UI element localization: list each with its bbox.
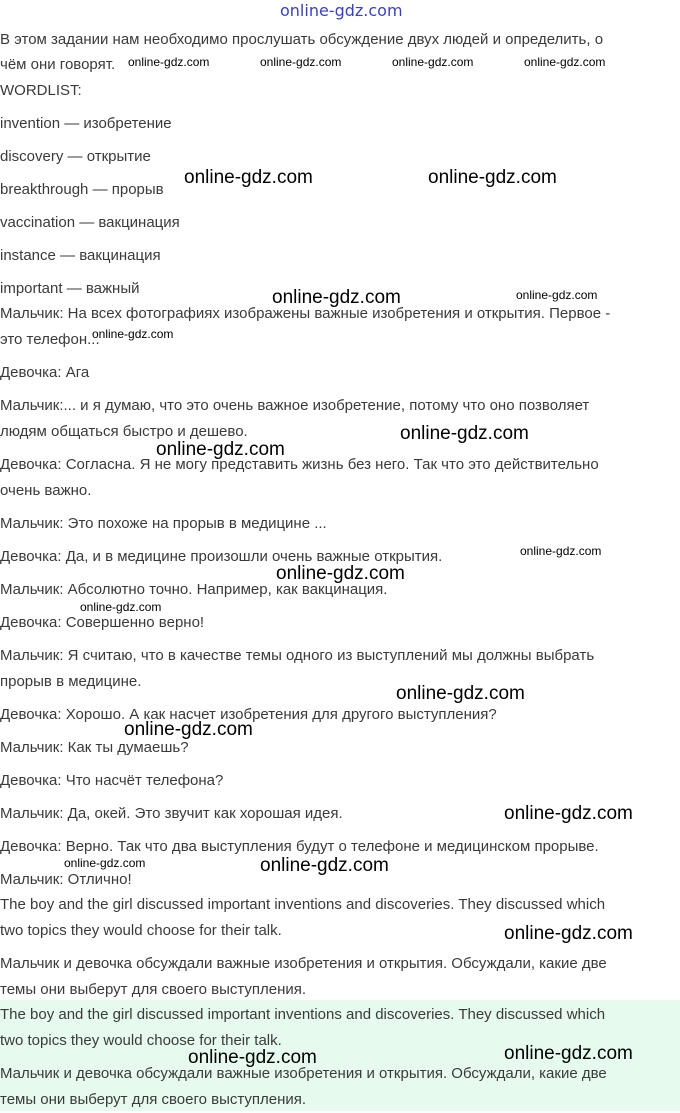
answer-en-line-2: two topics they would choose for their talk. xyxy=(0,922,282,939)
dialogue-line: Мальчик:... и я думаю, что это очень важное изобретение, потому что оно позволяет xyxy=(0,397,590,414)
watermark: online-gdz.com xyxy=(128,55,210,69)
answer-ru-highlighted-line-1: Мальчик и девочка обсуждали важные изобретения и открытия. Обсуждали, какие две xyxy=(0,1065,607,1082)
wordlist-heading: WORDLIST: xyxy=(0,82,82,99)
watermark: online-gdz.com xyxy=(80,600,162,614)
dialogue-line: Девочка: Да, и в медицине произошли очень важные открытия. xyxy=(0,548,443,565)
dialogue-line: Мальчик: Абсолютно точно. Например, как вакцинация. xyxy=(0,581,388,598)
answer-en-highlighted-line-2: two topics they would choose for their talk. xyxy=(0,1032,282,1049)
site-header-link[interactable]: online-gdz.com xyxy=(280,1,403,20)
dialogue-line: Мальчик: Да, окей. Это звучит как хорошая идея. xyxy=(0,805,343,822)
dialogue-line: очень важно. xyxy=(0,482,92,499)
dialogue-line: это телефон... xyxy=(0,331,100,348)
dialogue-line: Мальчик: Как ты думаешь? xyxy=(0,739,189,756)
watermark: online-gdz.com xyxy=(504,803,633,824)
intro-line-1: В этом задании нам необходимо прослушать обсуждение двух людей и определить, о xyxy=(0,31,604,48)
dialogue-line: Мальчик: Я считаю, что в качестве темы одного из выступлений мы должны выбрать xyxy=(0,647,595,664)
dialogue-line: Девочка: Совершенно верно! xyxy=(0,614,205,631)
watermark: online-gdz.com xyxy=(188,1047,317,1068)
watermark: online-gdz.com xyxy=(124,719,253,740)
watermark: online-gdz.com xyxy=(396,683,525,704)
watermark: online-gdz.com xyxy=(504,923,633,944)
dialogue-line: Мальчик: Это похоже на прорыв в медицине ... xyxy=(0,515,327,532)
watermark: online-gdz.com xyxy=(156,439,285,460)
dialogue-line: Девочка: Верно. Так что два выступления будут о телефоне и медицинском прорыве. xyxy=(0,838,599,855)
wordlist-item: discovery — открытие xyxy=(0,148,151,165)
dialogue-line: прорыв в медицине. xyxy=(0,673,142,690)
watermark: online-gdz.com xyxy=(524,55,606,69)
watermark: online-gdz.com xyxy=(428,167,557,188)
dialogue-line: Мальчик: На всех фотографиях изображены важные изобретения и открытия. Первое - xyxy=(0,305,611,322)
watermark: online-gdz.com xyxy=(504,1043,633,1064)
watermark: online-gdz.com xyxy=(184,167,313,188)
dialogue-line: Мальчик: Отлично! xyxy=(0,871,132,888)
watermark: online-gdz.com xyxy=(400,423,529,444)
answer-ru-highlighted-line-2: темы они выберут для своего выступления. xyxy=(0,1091,307,1108)
wordlist-item: instance — вакцинация xyxy=(0,247,161,264)
watermark: online-gdz.com xyxy=(92,327,174,341)
wordlist-item: vaccination — вакцинация xyxy=(0,214,180,231)
answer-en-line-1: The boy and the girl discussed important inventions and discoveries. They discussed which xyxy=(0,896,606,913)
wordlist-item: important — важный xyxy=(0,280,140,297)
watermark: online-gdz.com xyxy=(516,288,598,302)
watermark: online-gdz.com xyxy=(520,544,602,558)
dialogue-line: Девочка: Что насчёт телефона? xyxy=(0,772,224,789)
watermark: online-gdz.com xyxy=(260,855,389,876)
dialogue-line: Девочка: Ага xyxy=(0,364,90,381)
watermark: online-gdz.com xyxy=(272,287,401,308)
answer-ru-line-1: Мальчик и девочка обсуждали важные изобретения и открытия. Обсуждали, какие две xyxy=(0,955,607,972)
dialogue-line: Девочка: Хорошо. А как насчет изобретения для другого выступления? xyxy=(0,706,497,723)
watermark: online-gdz.com xyxy=(64,856,146,870)
wordlist-item: invention — изобретение xyxy=(0,115,172,132)
wordlist-item: breakthrough — прорыв xyxy=(0,181,164,198)
watermark: online-gdz.com xyxy=(392,55,474,69)
answer-en-highlighted-line-1: The boy and the girl discussed important inventions and discoveries. They discussed which xyxy=(0,1006,606,1023)
dialogue-line: Девочка: Согласна. Я не могу представить жизнь без него. Так что это действительно xyxy=(0,456,599,473)
answer-ru-line-2: темы они выберут для своего выступления. xyxy=(0,981,307,998)
watermark: online-gdz.com xyxy=(276,563,405,584)
intro-line-2: чём они говорят. xyxy=(0,56,116,73)
dialogue-line: людям общаться быстро и дешево. xyxy=(0,423,248,440)
watermark: online-gdz.com xyxy=(260,55,342,69)
